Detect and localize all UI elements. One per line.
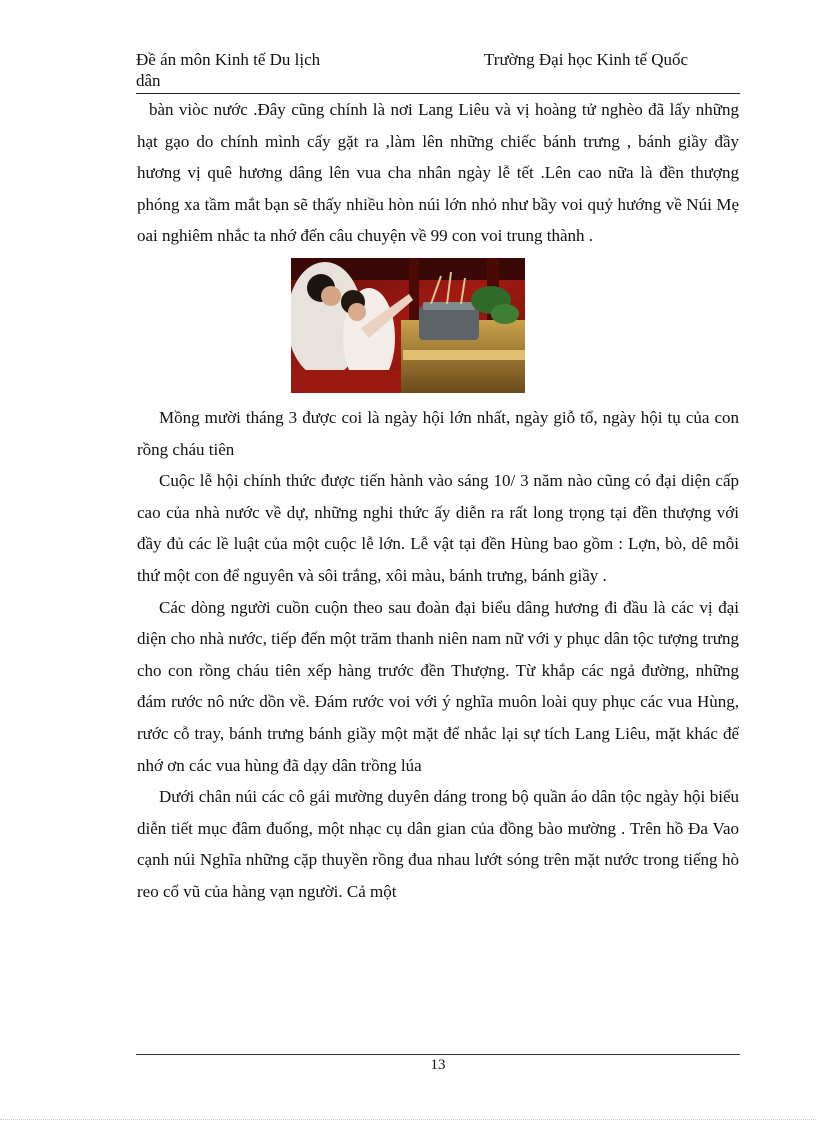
paragraph-2: Mồng mười tháng 3 được coi là ngày hội lớn nhất, ngày giỗ tổ, ngày hội tụ của con rồng cháu tiên [137,407,739,459]
footer-divider [136,1054,740,1055]
paragraph-5: Dưới chân núi các cô gái mường duyên dáng trong bộ quần áo dân tộc ngày hội biểu diễn tiết mục đâm đuống, một nhạc cụ dân gian của đồng bào mường . Trên hồ Đa Vao cạnh núi Nghĩa những cặp thuyền rồng đua nhau lướt sóng trên mặt nước trong tiếng hò reo cổ vũ của hàng vạn người. Cả một [137,787,739,901]
page-edge-dotted-line [0,1119,816,1120]
document-body [137,94,739,907]
paragraph-4: Các dòng người cuồn cuộn theo sau đoàn đại biểu dâng hương đi đầu là các vị đại diện cho nhà nước, tiếp đến một trăm thanh niên nam nữ với y phục dân tộc tượng trưng cho con rồng cháu tiên xếp hàng trước đền Thượng. Từ khắp các ngả đường, những đám rước nô nức dồn về. Đám rước voi với ý nghĩa muôn loài quy phục các vua Hùng, rước cỗ tray, bánh trưng bánh giầy một mặt để nhắc lại sự tích Lang Liêu, mặt khác để nhớ ơn các vua hùng đã dạy dân trồng lúa [137,597,739,775]
festival-photo-illustration [291,258,525,393]
festival-photo [291,258,525,393]
header-left-title: Đề án môn Kinh tế Du lịch [136,50,321,69]
header-right-title-continuation: dân [136,71,161,90]
page-number: 13 [430,1057,446,1073]
paragraph-1: bàn viòc nước .Đây cũng chính là nơi Lang Liêu và vị hoàng tử nghèo đã lấy những hạt gạo do chính mình cấy gặt ra ,làm lên những chiếc bánh trưng , bánh giầy đầy hương vị quê hương dâng lên vua cha nhân ngày lễ tết .Lên cao nữa là đền thượng phóng xa tầm mắt bạn sẽ thấy nhiều hòn núi lớn nhỏ như bầy voi quỷ hướng về Núi Mẹ oai nghiêm nhắc ta nhớ đến câu chuyện về 99 con voi trung thành . [137,100,739,246]
header-right-title: Trường Đại học Kinh tế Quốc [484,50,689,69]
photo-block [137,252,739,402]
paragraph-3: Cuộc lễ hội chính thức được tiến hành vào sáng 10/ 3 năm nào cũng có đại diện cấp cao của nhà nước về dự, những nghi thức ấy diễn ra rất long trọng tại đền thượng với đầy đủ các lề luật của một cuộc lễ lớn. Lễ vật tại đền Hùng bao gồm : Lợn, bò, dê mỗi thứ một con để nguyên và sôi trắng, xôi màu, bánh trưng, bánh giầy . [137,471,739,585]
